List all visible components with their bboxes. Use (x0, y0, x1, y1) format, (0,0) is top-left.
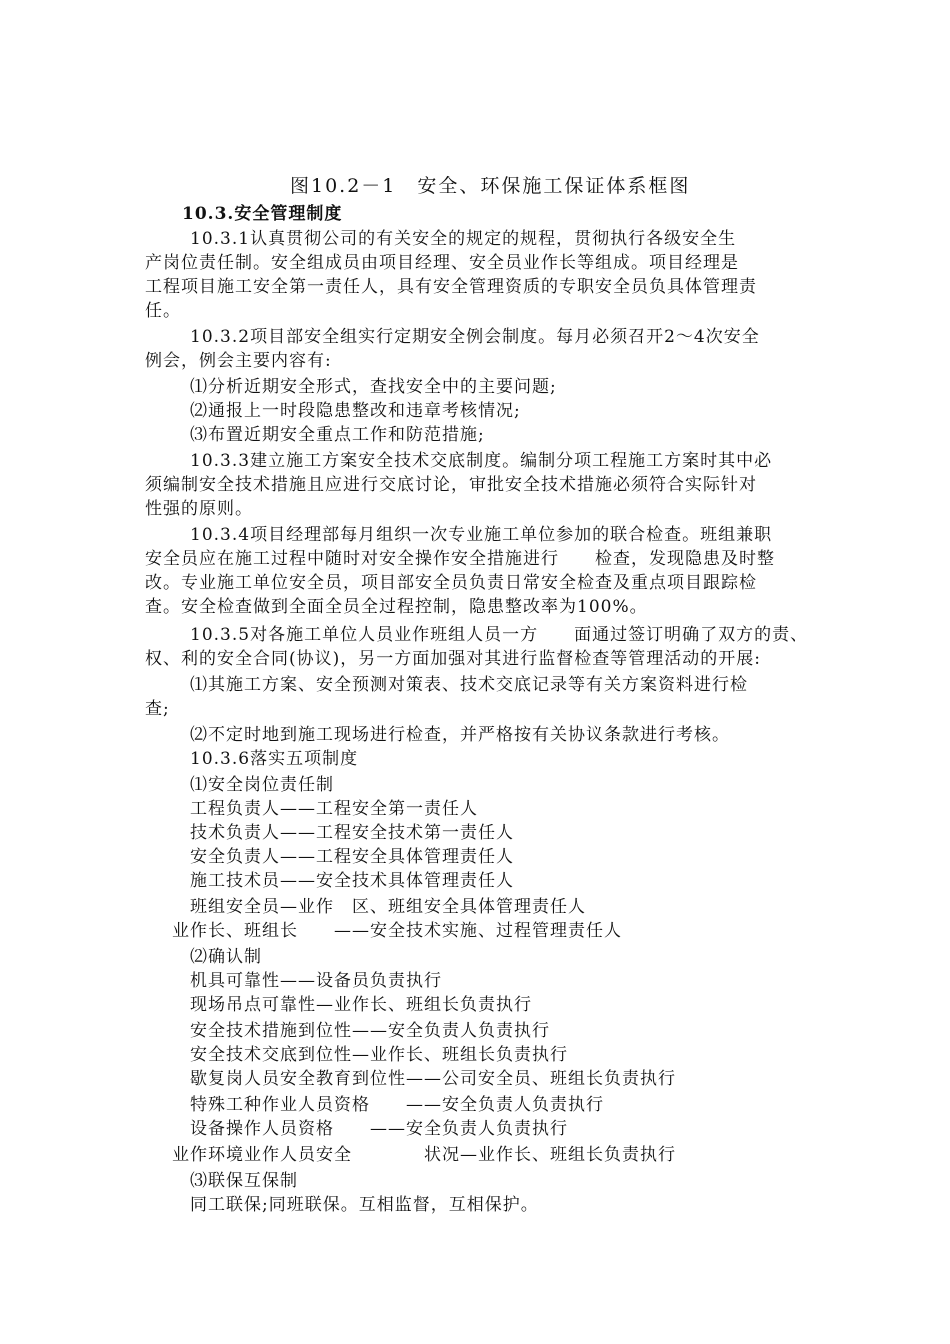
list-item: ⑶联保互保制 (190, 1171, 298, 1191)
paragraph-line: 10.3.5对各施工单位人员业作班组人员一方 面通过签订明确了双方的责、 (190, 625, 809, 645)
list-item: 现场吊点可靠性—业作长、班组长负责执行 (190, 995, 532, 1015)
list-item: ⑶布置近期安全重点工作和防范措施; (190, 425, 485, 445)
list-item: 安全技术措施到位性——安全负责人负责执行 (190, 1021, 550, 1041)
paragraph-line: 须编制安全技术措施且应进行交底讨论，审批安全技术措施必须符合实际针对 (145, 475, 757, 495)
list-item: ⑵不定时地到施工现场进行检查，并严格按有关协议条款进行考核。 (190, 725, 730, 745)
list-item: 业作长、班组长 ——安全技术实施、过程管理责任人 (172, 921, 622, 941)
list-item: ⑵确认制 (190, 947, 262, 967)
list-item: ⑴分析近期安全形式，查找安全中的主要问题; (190, 377, 557, 397)
paragraph-line: 10.3.3建立施工方案安全技术交底制度。编制分项工程施工方案时其中必 (190, 451, 773, 471)
list-item: 安全技术交底到位性—业作长、班组长负责执行 (190, 1045, 568, 1065)
figure-caption: 图10.2－1 安全、环保施工保证体系框图 (290, 175, 691, 197)
list-item: 机具可靠性——设备员负责执行 (190, 971, 442, 991)
paragraph-line: 产岗位责任制。安全组成员由项目经理、安全员业作长等组成。项目经理是 (145, 253, 739, 273)
list-item: 歇复岗人员安全教育到位性——公司安全员、班组长负责执行 (190, 1069, 676, 1089)
list-item: 班组安全员—业作 区、班组安全具体管理责任人 (190, 897, 586, 917)
paragraph-line: 查; (145, 699, 170, 719)
paragraph-line: 10.3.2项目部安全组实行定期安全例会制度。每月必须召开2～4次安全 (190, 327, 760, 347)
paragraph-line: 工程项目施工安全第一责任人，具有安全管理资质的专职安全员负具体管理责 (145, 277, 757, 297)
paragraph-line: 10.3.1认真贯彻公司的有关安全的规定的规程，贯彻执行各级安全生 (190, 229, 737, 249)
list-item: 同工联保;同班联保。互相监督，互相保护。 (190, 1195, 539, 1215)
paragraph-line: 权、利的安全合同(协议)，另一方面加强对其进行监督检查等管理活动的开展: (145, 649, 761, 669)
paragraph-line: 查。安全检查做到全面全员全过程控制，隐患整改率为100%。 (145, 597, 648, 617)
list-item: 业作环境业作人员安全 状况—业作长、班组长负责执行 (172, 1145, 676, 1165)
paragraph-line: 任。 (145, 301, 181, 321)
paragraph-line: 10.3.4项目经理部每月组织一次专业施工单位参加的联合检查。班组兼职 (190, 525, 773, 545)
list-item: ⑴安全岗位责任制 (190, 775, 334, 795)
paragraph-line: 改。专业施工单位安全员，项目部安全员负责日常安全检查及重点项目跟踪检 (145, 573, 757, 593)
list-item: 施工技术员——安全技术具体管理责任人 (190, 871, 514, 891)
paragraph-line: 10.3.6落实五项制度 (190, 749, 359, 769)
list-item: 安全负责人——工程安全具体管理责任人 (190, 847, 514, 867)
paragraph-line: 安全员应在施工过程中随时对安全操作安全措施进行 检查，发现隐患及时整 (145, 549, 775, 569)
list-item: ⑵通报上一时段隐患整改和违章考核情况; (190, 401, 521, 421)
list-item: 特殊工种作业人员资格 ——安全负责人负责执行 (190, 1095, 604, 1115)
list-item: 设备操作人员资格 ——安全负责人负责执行 (190, 1119, 568, 1139)
paragraph-line: 性强的原则。 (145, 499, 253, 519)
section-heading: 10.3.安全管理制度 (182, 204, 343, 224)
list-item: 技术负责人——工程安全技术第一责任人 (190, 823, 514, 843)
list-item: 工程负责人——工程安全第一责任人 (190, 799, 478, 819)
list-item: ⑴其施工方案、安全预测对策表、技术交底记录等有关方案资料进行检 (190, 675, 748, 695)
paragraph-line: 例会，例会主要内容有: (145, 351, 332, 371)
